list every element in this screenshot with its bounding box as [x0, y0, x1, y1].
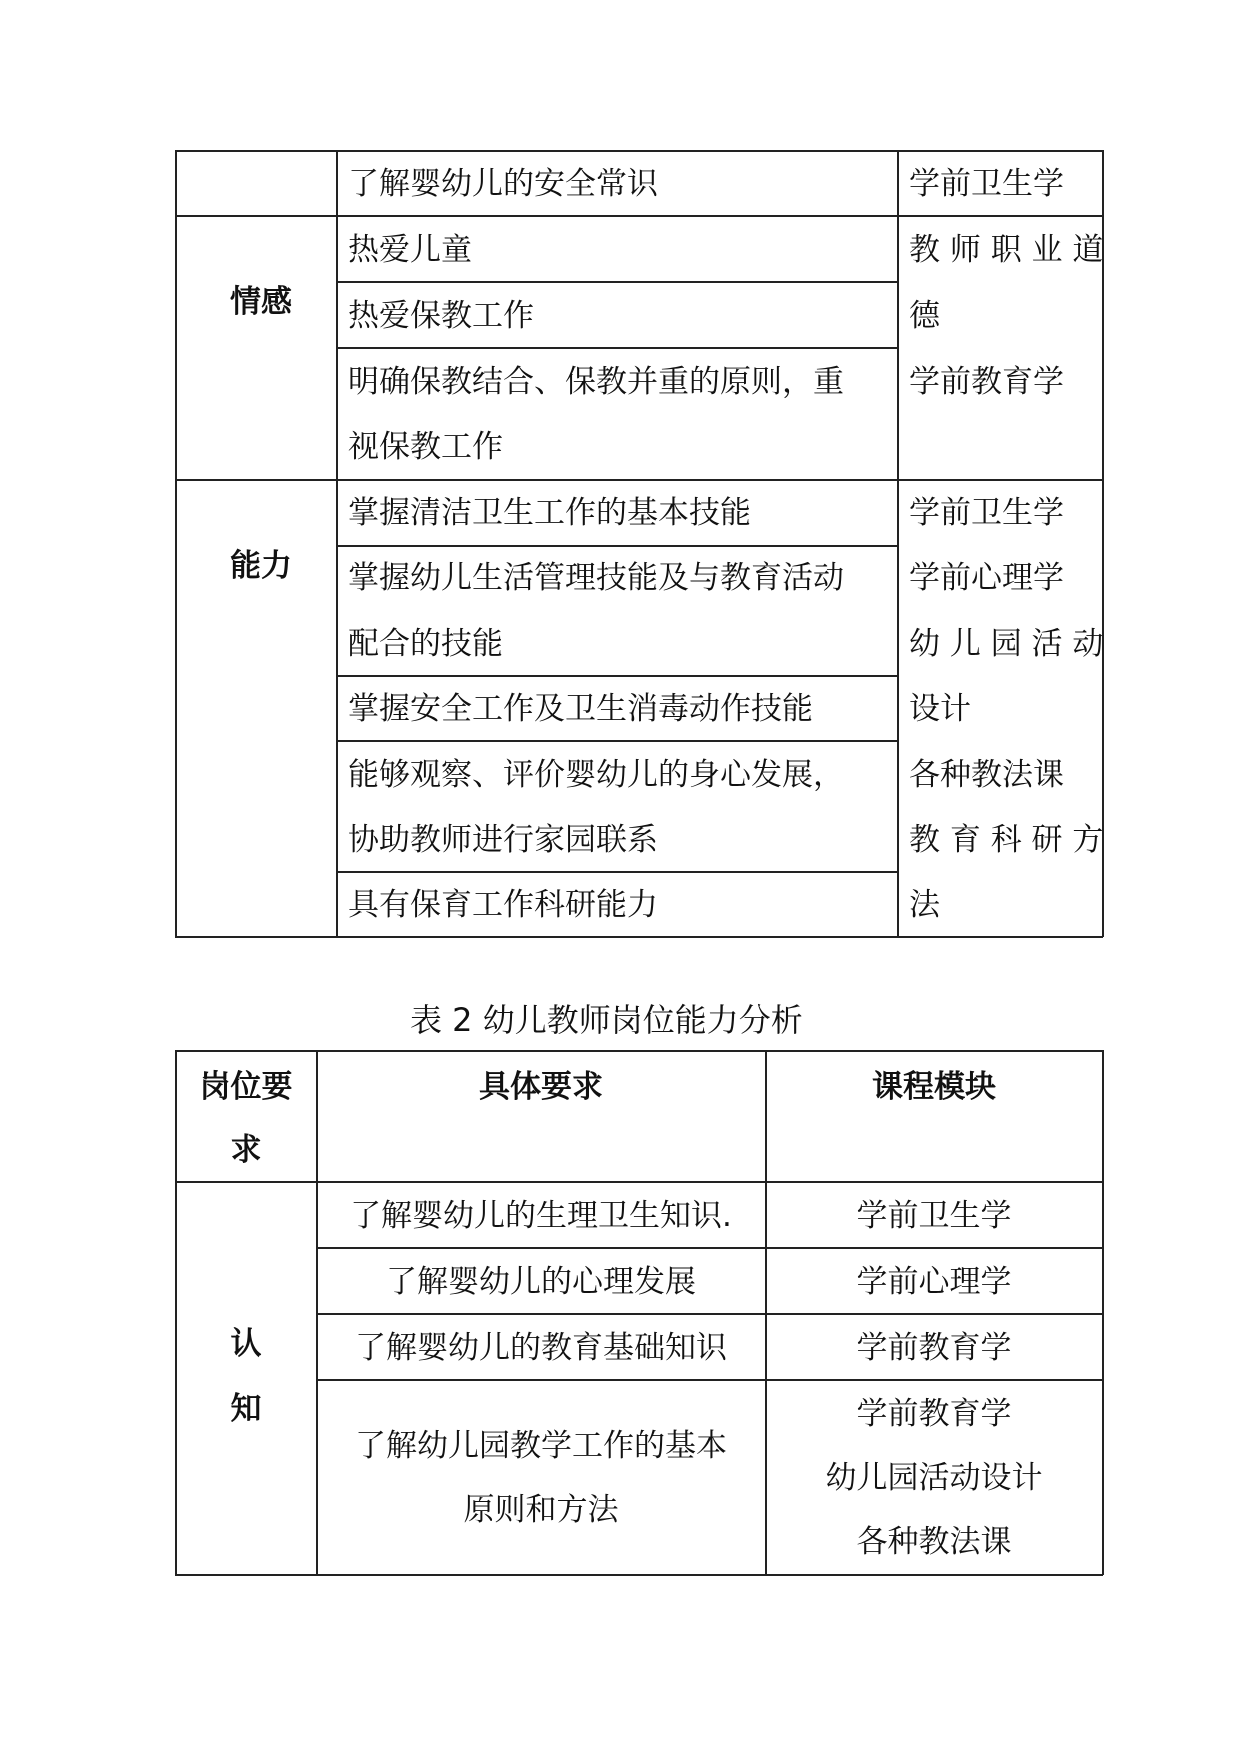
course-text: 德 — [909, 298, 940, 334]
table-border — [897, 150, 899, 937]
table-caption: 表 2 幼儿教师岗位能力分析 — [410, 1001, 803, 1039]
requirement-text: 掌握安全工作及卫生消毒动作技能 — [348, 691, 813, 727]
course-text: 学前教育学 — [909, 364, 1064, 400]
requirement-text: 掌握幼儿生活管理技能及与教育活动 — [348, 560, 844, 596]
requirement-text: 了解婴幼儿的安全常识 — [348, 166, 658, 202]
requirement-text: 了解幼儿园教学工作的基本 — [355, 1428, 727, 1464]
course-text: 各种教法课 — [856, 1524, 1012, 1560]
category-label-cognition: 认 — [230, 1326, 262, 1362]
course-text: 各种教法课 — [909, 757, 1064, 793]
requirement-text: 了解婴幼儿的心理发展 — [386, 1264, 696, 1300]
course-text: 学前教育学 — [856, 1330, 1012, 1366]
course-text: 设计 — [909, 691, 971, 727]
category-label-ability: 能力 — [230, 548, 292, 584]
course-text: 幼 儿 园 活 动 — [909, 626, 1104, 662]
category-label-emotion: 情感 — [230, 284, 292, 320]
course-text: 学前心理学 — [856, 1264, 1012, 1300]
requirement-text: 掌握清洁卫生工作的基本技能 — [348, 495, 751, 531]
course-text: 学前卫生学 — [909, 495, 1064, 531]
requirement-text: 了解婴幼儿的教育基础知识 — [355, 1330, 727, 1366]
category-label-cognition-cont: 知 — [230, 1391, 262, 1427]
course-text: 教 师 职 业 道 — [909, 232, 1104, 268]
table-border — [336, 150, 338, 937]
requirement-text: 明确保教结合、保教并重的原则，重 — [348, 364, 844, 400]
table-border — [175, 1574, 1103, 1576]
table-border — [175, 150, 177, 937]
course-text: 学前卫生学 — [856, 1198, 1012, 1234]
course-text: 学前心理学 — [909, 560, 1064, 596]
course-text: 学前教育学 — [856, 1396, 1012, 1432]
header-specific-requirement: 具体要求 — [479, 1069, 603, 1105]
table-border — [1102, 1050, 1104, 1575]
requirement-text: 协助教师进行家园联系 — [348, 822, 658, 858]
course-text: 教 育 科 研 方 — [909, 822, 1104, 858]
requirement-text: 能够观察、评价婴幼儿的身心发展， — [348, 757, 844, 793]
table-2 — [0, 1040, 1241, 1580]
course-text: 法 — [909, 887, 940, 923]
header-position-requirement: 岗位要 — [199, 1069, 293, 1105]
course-text: 学前卫生学 — [909, 166, 1064, 202]
course-text: 幼儿园活动设计 — [825, 1460, 1043, 1496]
requirement-text: 具有保育工作科研能力 — [348, 887, 658, 923]
requirement-text: 热爱儿童 — [348, 232, 472, 268]
table-border — [175, 1050, 1103, 1052]
header-course-module: 课程模块 — [872, 1069, 996, 1105]
requirement-text: 原则和方法 — [463, 1492, 619, 1528]
requirement-text: 视保教工作 — [348, 429, 503, 465]
requirement-text: 配合的技能 — [348, 626, 503, 662]
requirement-text: 热爱保教工作 — [348, 298, 534, 334]
header-position-requirement-cont: 求 — [230, 1132, 262, 1168]
requirement-text: 了解婴幼儿的生理卫生知识. — [350, 1198, 732, 1234]
